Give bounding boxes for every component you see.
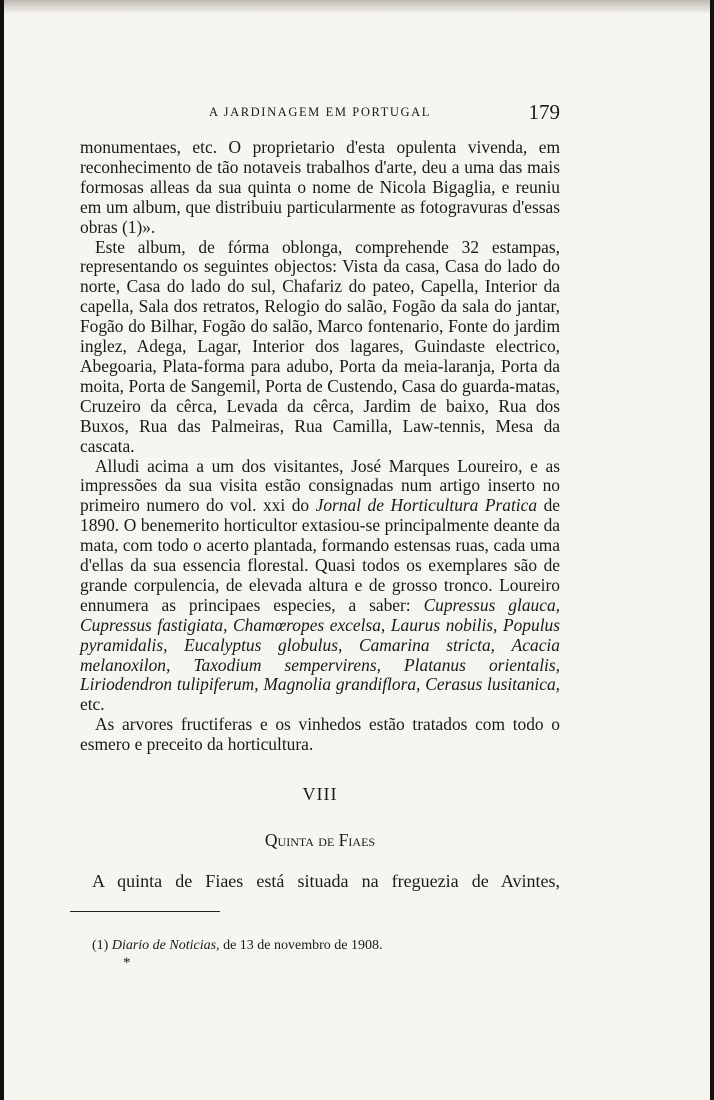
running-title: A JARDINAGEM EM PORTUGAL	[208, 105, 432, 119]
species-item: Platanus orientalis,	[404, 654, 560, 675]
paragraph-2: Este album, de fórma oblonga, comprehende 32 estampas, representando os seguintes objectos: Vista da casa, Casa do lado do norte, Casa do lado do sul, Chafariz do pateo, Capella, Interior da capella, Sala dos retratos, Relogio do salão, Fogão da sala do jantar, Fogão do Bilhar, Fogão do salão, Marco fontenario, Fonte do jardim inglez, Adega, Lagar, Interior dos lagares, Guindaste electrico, Abegoaria, Plata-forma para adubo, Porta da meia-laranja, Porta da moita, Porta de Sangemil, Porta de Custendo, Casa do guarda-matas, Cruzeiro da cêrca, Levada da cêrca, Jardim de baixo, Rua dos Buxos, Rua das Palmeiras, Rua Camilla, Law-tennis, Mesa da cascata.	[80, 236, 560, 456]
species-item: Populus pyramidalis,	[80, 614, 560, 655]
species-item: Chamœropes excelsa,	[233, 614, 386, 635]
scan-shadow	[4, 0, 710, 14]
footnote	[92, 938, 382, 954]
species-item: Camarina stricta,	[358, 634, 495, 655]
page-header	[80, 100, 560, 127]
footnote-divider	[70, 911, 220, 912]
body-text	[80, 138, 560, 755]
paragraph-3-body: de 1890. O benemerito horticultor extasiou-se principalmente deante da mata, com todo o acerto plantada, formando estensas ruas, cada uma d'ellas da sua essencia florestal. Quasi todos os exemplares são de grande corpulencia, de elevada altura e de grosso tronco. Loureiro ennumera as principaes especies, a saber:	[80, 495, 560, 615]
species-item: Laurus nobilis,	[390, 614, 498, 635]
species-item: Cerasus lusitanica,	[425, 674, 561, 695]
species-item: Cupressus glauca,	[423, 594, 560, 615]
paragraph-4: As arvores fructiferas e os vinhedos estão tratados com todo o esmero e preceito da horticultura.	[80, 714, 560, 755]
page-number: 179	[528, 100, 560, 124]
footnote-date: de 13 de novembro de 1908.	[223, 938, 383, 953]
paragraph-1: monumentaes, etc. O proprietario d'esta opulenta vivenda, em reconhecimento de tão notaveis trabalhos d'arte, deu a uma das mais formosas alleas da sua quinta o nome de Nicola Bigaglia, e reuniu em um album, que distribuiu particularmente as fotogravuras d'essas obras (1)».	[80, 137, 560, 237]
asterisk-mark: *	[123, 955, 131, 971]
section-title: Quinta de Fiaes	[264, 830, 376, 850]
species-item: Cupressus fastigiata,	[80, 614, 228, 635]
species-item: Acacia melanoxilon,	[80, 634, 560, 675]
species-item: Eucalyptus globulus,	[184, 634, 343, 655]
journal-title: Jornal de Horticultura Pratica	[315, 495, 538, 516]
species-item: Magnolia grandiflora,	[263, 674, 421, 695]
species-item: Liriodendron tulipiferum,	[80, 674, 259, 695]
section-number: VIII	[302, 784, 338, 804]
footnote-marker: (1)	[92, 938, 109, 953]
species-item: Taxodium sempervirens,	[193, 654, 381, 675]
section-opening-line: A quinta de Fiaes está situada na freguezia de Avintes,	[92, 871, 560, 891]
paragraph-3	[80, 457, 560, 716]
paragraph-3-end: etc.	[80, 694, 105, 715]
footnote-source: Diario de Noticias,	[111, 938, 220, 953]
paragraph-3-intro: Alludi acima a um dos visitantes, José Marques Loureiro, e as impressões da sua visita estão consignadas num artigo inserto no primeiro numero do vol. xxi do	[80, 455, 560, 516]
